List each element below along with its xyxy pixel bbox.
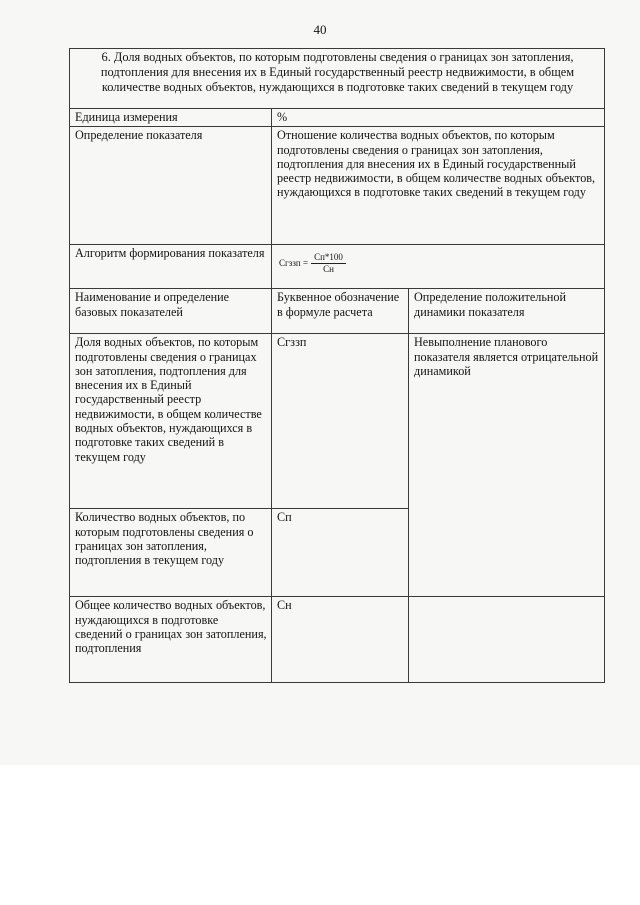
header-dynamics: Определение положительной динамики показателя xyxy=(409,289,605,334)
indicator-title: 6. Доля водных объектов, по которым подготовлены сведения о границах зон затопления, подтопления для внесения их в Единый государственный реестр недвижимости, в общем количестве водных объектов, нуждающихся в подготовке таких сведений в текущем году xyxy=(70,49,605,109)
algorithm-row xyxy=(70,245,605,289)
unit-label: Единица измерения xyxy=(70,109,272,127)
algorithm-formula-cell xyxy=(272,245,605,289)
base-table-header-row xyxy=(70,289,605,334)
definition-value: Отношение количества водных объектов, по которым подготовлены сведения о границах зон затопления, подтопления для внесения их в Единый государственный реестр недвижимости, в общем количестве водных объектов, нуждающихся в подготовке таких сведений в текущем году xyxy=(272,127,605,245)
table-row xyxy=(70,334,605,509)
definition-label: Определение показателя xyxy=(70,127,272,245)
formula-denominator: Сн xyxy=(323,264,334,275)
row-dynamics xyxy=(409,597,605,683)
row-symbol: Сн xyxy=(272,597,409,683)
row-dynamics: Невыполнение планового показателя является отрицательной динамикой xyxy=(409,334,605,597)
row-symbol: Сгззп xyxy=(272,334,409,509)
header-symbol: Буквенное обозначение в формуле расчета xyxy=(272,289,409,334)
unit-row xyxy=(70,109,605,127)
header-name: Наименование и определение базовых показателей xyxy=(70,289,272,334)
definition-row xyxy=(70,127,605,245)
formula-numerator: Сп*100 xyxy=(311,252,346,264)
formula-fraction xyxy=(311,252,346,275)
algorithm-label: Алгоритм формирования показателя xyxy=(70,245,272,289)
row-name: Количество водных объектов, по которым подготовлены сведения о границах зон затопления, подтопления в текущем году xyxy=(70,509,272,597)
table-row xyxy=(70,597,605,683)
row-name: Доля водных объектов, по которым подготовлены сведения о границах зон затопления, подтопления для внесения их в Единый государственный реестр недвижимости, в общем количестве водных объектов, нуждающихся в подготовке таких сведений в текущем году xyxy=(70,334,272,509)
page-number: 40 xyxy=(313,22,327,37)
indicator-title-row xyxy=(70,49,605,109)
formula-lhs: Сгззп = xyxy=(279,258,309,269)
row-symbol: Сп xyxy=(272,509,409,597)
indicator-passport-table xyxy=(69,48,605,683)
row-name: Общее количество водных объектов, нуждающихся в подготовке сведений о границах зон затопления, подтопления xyxy=(70,597,272,683)
calculation-formula xyxy=(279,252,346,275)
unit-value: % xyxy=(272,109,605,127)
